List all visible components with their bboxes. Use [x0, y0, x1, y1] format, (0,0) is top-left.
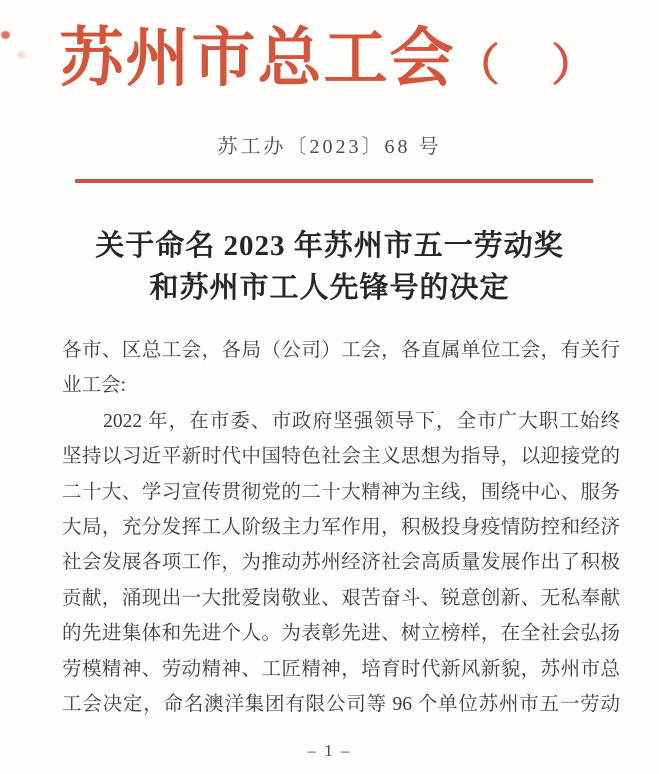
- document-number: 苏工办〔2023〕68 号: [217, 136, 442, 158]
- document-body: [62, 333, 620, 722]
- body-line: 社会发展各项工作，为推动苏州经济社会高质量发展作出了积极: [62, 552, 620, 574]
- body-line: 二十大、学习宣传贯彻党的二十大精神为主线，围绕中心、服务: [62, 481, 620, 503]
- body-line: 坚持以习近平新时代中国特色社会主义思想为指导，以迎接党的: [62, 446, 620, 468]
- page-number: – 1 –: [307, 741, 352, 760]
- body-line: 业工会:: [62, 375, 126, 397]
- document-title: [0, 225, 659, 309]
- body-line: 劳模精神、劳动精神、工匠精神，培育时代新风新貌，苏州市总: [62, 658, 620, 680]
- body-line: 的先进集体和先进个人。为表彰先进、树立榜样，在全社会弘扬: [62, 623, 620, 645]
- issuing-org-title: 苏州市总工会: [59, 23, 456, 94]
- body-line: 2022 年，在市委、市政府坚强领导下，全市广大职工始终: [62, 410, 620, 432]
- body-line: 贡献，涌现出一大批爱岗敬业、艰苦奋斗、锐意创新、无私奉献: [62, 587, 620, 609]
- document-title-line1: 关于命名 2023 年苏州市五一劳动奖: [95, 230, 564, 262]
- letterhead-parentheses: （ ）: [455, 41, 600, 90]
- document-title-line2: 和苏州市工人先锋号的决定: [149, 272, 510, 304]
- red-divider-rule: [75, 179, 593, 183]
- body-line: 工会决定，命名澳洋集团有限公司等 96 个单位苏州市五一劳动: [62, 693, 620, 715]
- document-letterhead: [0, 14, 659, 121]
- body-line: 大局，充分发挥工人阶级主力军作用，积极投身疫情防控和经济: [62, 516, 620, 538]
- body-line: 各市、区总工会，各局（公司）工会，各直属单位工会，有关行: [62, 340, 620, 361]
